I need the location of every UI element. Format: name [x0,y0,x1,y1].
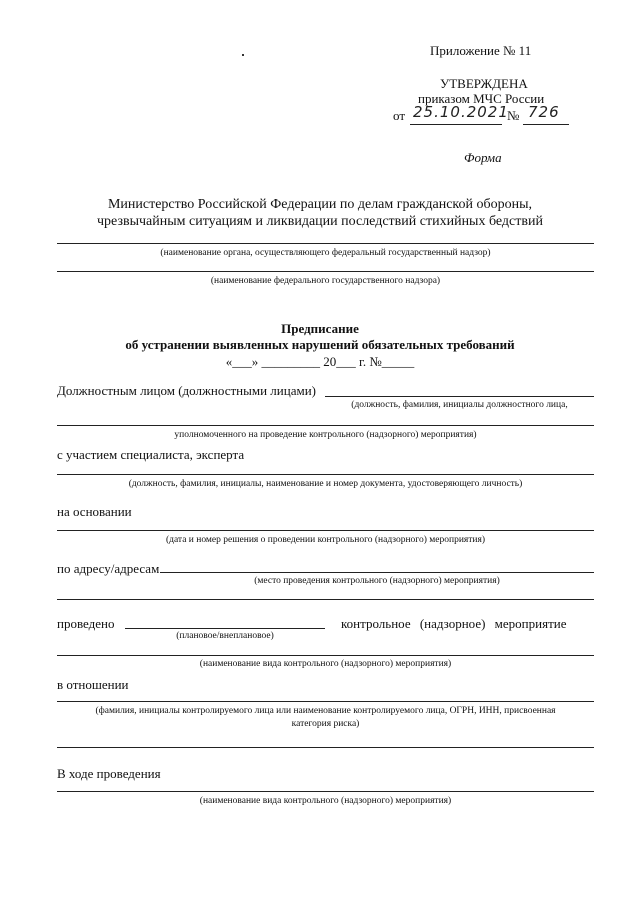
ministry-line-2: чрезвычайным ситуациям и ликвидации последствий стихийных бедствий [97,214,543,229]
number-label: № [507,108,520,123]
controlled-caption-1: (фамилия, инициалы контролируемого лица или наименование контролируемого лица, ОГРН, ИНН, присвоенная [95,706,556,716]
event-type-caption: (наименование вида контрольного (надзорного) мероприятия) [199,659,452,669]
approved-label: УТВЕРЖДЕНА [440,76,528,91]
page-dot [242,54,244,56]
conducted-label: проведено [57,616,115,631]
order-number-line [523,124,569,125]
controlled-line-2 [57,747,594,748]
supervision-caption: (наименование федерального государственного надзора) [210,276,441,286]
place-caption: (место проведения контрольного (надзорного) мероприятия) [254,576,500,586]
address-line-2 [57,599,594,600]
supervision-line [57,271,594,272]
title-date-line: «___» _________ 20___ г. №_____ [225,354,415,369]
official-label: Должностным лицом (должностными лицами) [57,383,316,398]
organ-line [57,243,594,244]
title-line-1: Предписание [281,321,359,336]
specialist-label: с участием специалиста, эксперта [57,447,245,462]
control-event-label: контрольное (надзорное) мероприятие [341,616,567,631]
organ-caption: (наименование органа, осуществляющего федеральный государственный надзор) [160,248,491,258]
ministry-line-1: Министерство Российской Федерации по делам гражданской обороны, [107,197,533,212]
decision-caption: (дата и номер решения о проведении контрольного (надзорного) мероприятия) [165,535,486,545]
basis-label: на основании [57,504,132,519]
specialist-line [57,474,594,475]
planned-line [125,628,325,629]
regarding-label: в отношении [57,677,129,692]
appendix-label: Приложение № 11 [430,43,532,58]
planned-caption: (плановое/внеплановое) [176,631,274,641]
event-type-line-2 [57,791,594,792]
order-date: 25.10.2021 [413,103,509,121]
address-label: по адресу/адресам [57,561,160,576]
specialist-caption: (должность, фамилия, инициалы, наименование и номер документа, удостоверяющего личность) [128,479,523,489]
order-number: 726 [528,103,560,121]
authorized-caption: уполномоченного на проведение контрольного (надзорного) мероприятия) [174,430,477,440]
order-label: приказом МЧС России [418,91,545,106]
controlled-line [57,701,594,702]
decision-line [57,530,594,531]
authorized-line [57,425,594,426]
official-caption: (должность, фамилия, инициалы должностного лица, [351,400,568,410]
title-line-2: об устранении выявленных нарушений обязательных требований [125,337,515,352]
form-label: Форма [464,150,502,165]
controlled-caption-2: категория риска) [291,719,360,729]
address-line [160,572,594,573]
official-line [325,396,594,397]
during-label: В ходе проведения [57,766,161,781]
order-date-line [410,124,502,125]
event-type-line [57,655,594,656]
from-label: от [393,108,406,123]
event-type-caption-2: (наименование вида контрольного (надзорного) мероприятия) [199,796,452,806]
